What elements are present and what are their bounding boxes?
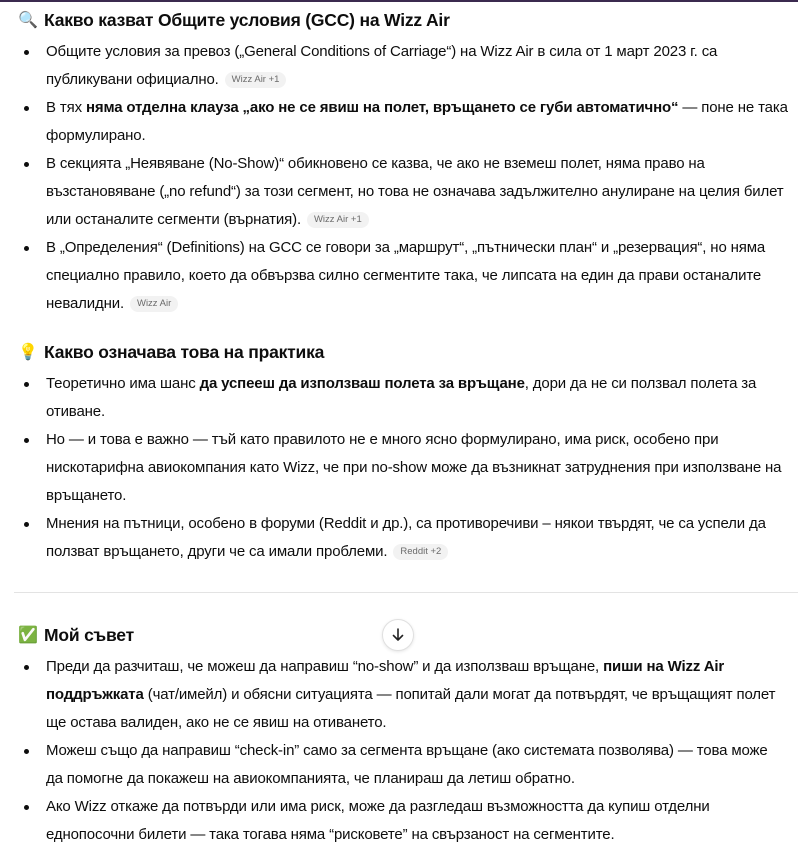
item-text: В секцията „Неявяване (No-Show)“ обикновено се казва, че ако не вземеш полет, няма право на възстановяване („no refund“) за този сегмент, но това не означава задължително анулиране на целия билет или останалите сегменти (върнатия). xyxy=(46,155,784,228)
source-citation-chip[interactable]: Wizz Air +1 xyxy=(307,212,369,228)
bold-text: да успееш да използваш полета за връщане xyxy=(199,375,525,392)
item-text: Теоретично има шанс xyxy=(46,375,200,392)
source-citation-chip[interactable]: Wizz Air xyxy=(130,296,178,312)
list-item xyxy=(46,94,788,150)
section-heading xyxy=(18,6,788,34)
list-item xyxy=(46,653,788,737)
item-text: Мнения на пътници, особено в форуми (Reddit и др.), са противоречиви – някои твърдят, че са успели да ползват връщането, други че са имали проблеми. xyxy=(46,515,766,560)
bullet-list xyxy=(18,653,788,849)
arrow-down-icon xyxy=(390,627,406,643)
scroll-to-bottom-button[interactable] xyxy=(382,619,414,651)
advice-section xyxy=(18,621,788,849)
item-text: Можеш също да направиш “check-in” само за сегмента връщане (ако системата позволява) — това може да помогне да покажеш на авиокомпанията, че планираш да летиш обратно. xyxy=(46,742,768,787)
section-divider xyxy=(14,592,798,593)
list-item xyxy=(46,737,788,793)
assistant-message xyxy=(18,6,788,849)
section-title: Мой съвет xyxy=(44,624,134,645)
list-item xyxy=(46,793,788,849)
item-text: Но — и това е важно — тъй като правилото не е много ясно формулирано, има риск, особено при нискотарифна авиокомпания като Wizz, че при no-show може да възникнат затруднения при използване на връщането. xyxy=(46,431,782,504)
section-heading xyxy=(18,338,788,366)
checkmark-icon: ✅ xyxy=(18,627,38,644)
practice-section xyxy=(18,338,788,566)
item-text: Общите условия за превоз („General Conditions of Carriage“) на Wizz Air в сила от 1 март 2023 г. са публикувани официално. xyxy=(46,43,718,88)
section-title: Какво казват Общите условия (GCC) на Wizz Air xyxy=(44,9,450,30)
item-text: В тях xyxy=(46,99,86,116)
top-border xyxy=(0,0,798,2)
list-item xyxy=(46,426,788,510)
magnifier-icon: 🔍 xyxy=(18,12,38,29)
item-text: В „Определения“ (Definitions) на GCC се говори за „маршрут“, „пътнически план“ и „резервация“, но няма специално правило, което да обвързва силно сегментите така, че липсата на един да прави останалите невалидни. xyxy=(46,239,766,312)
bullet-list xyxy=(18,38,788,318)
item-text: Преди да разчиташ, че можеш да направиш “no-show” и да използваш връщане, xyxy=(46,658,604,675)
item-text: — поне не така формулирано. xyxy=(46,99,788,144)
section-title: Какво означава това на практика xyxy=(44,341,325,362)
list-item xyxy=(46,370,788,426)
bold-text: няма отделна клауза „ако не се явиш на полет, връщането се губи автоматично“ xyxy=(85,99,679,116)
gcc-section xyxy=(18,6,788,318)
source-citation-chip[interactable]: Wizz Air +1 xyxy=(225,72,287,88)
item-text: , дори да не си ползвал полета за отиване. xyxy=(46,375,757,420)
list-item xyxy=(46,38,788,94)
bullet-list xyxy=(18,370,788,566)
list-item xyxy=(46,510,788,566)
list-item xyxy=(46,150,788,234)
bold-text: пиши на Wizz Air поддръжката xyxy=(46,658,725,703)
item-text: Ако Wizz откаже да потвърди или има риск, може да разгледаш възможността да купиш отделни еднопосочни билети — така тогава няма “рисковете” на свързаност на сегментите. xyxy=(46,798,710,843)
list-item xyxy=(46,234,788,318)
lightbulb-icon: 💡 xyxy=(18,344,38,361)
item-text: (чат/имейл) и обясни ситуацията — попитай дали могат да потвърдят, че връщащият полет ще остава валиден, ако не се явиш на отиването. xyxy=(46,686,776,731)
source-citation-chip[interactable]: Reddit +2 xyxy=(393,544,448,560)
